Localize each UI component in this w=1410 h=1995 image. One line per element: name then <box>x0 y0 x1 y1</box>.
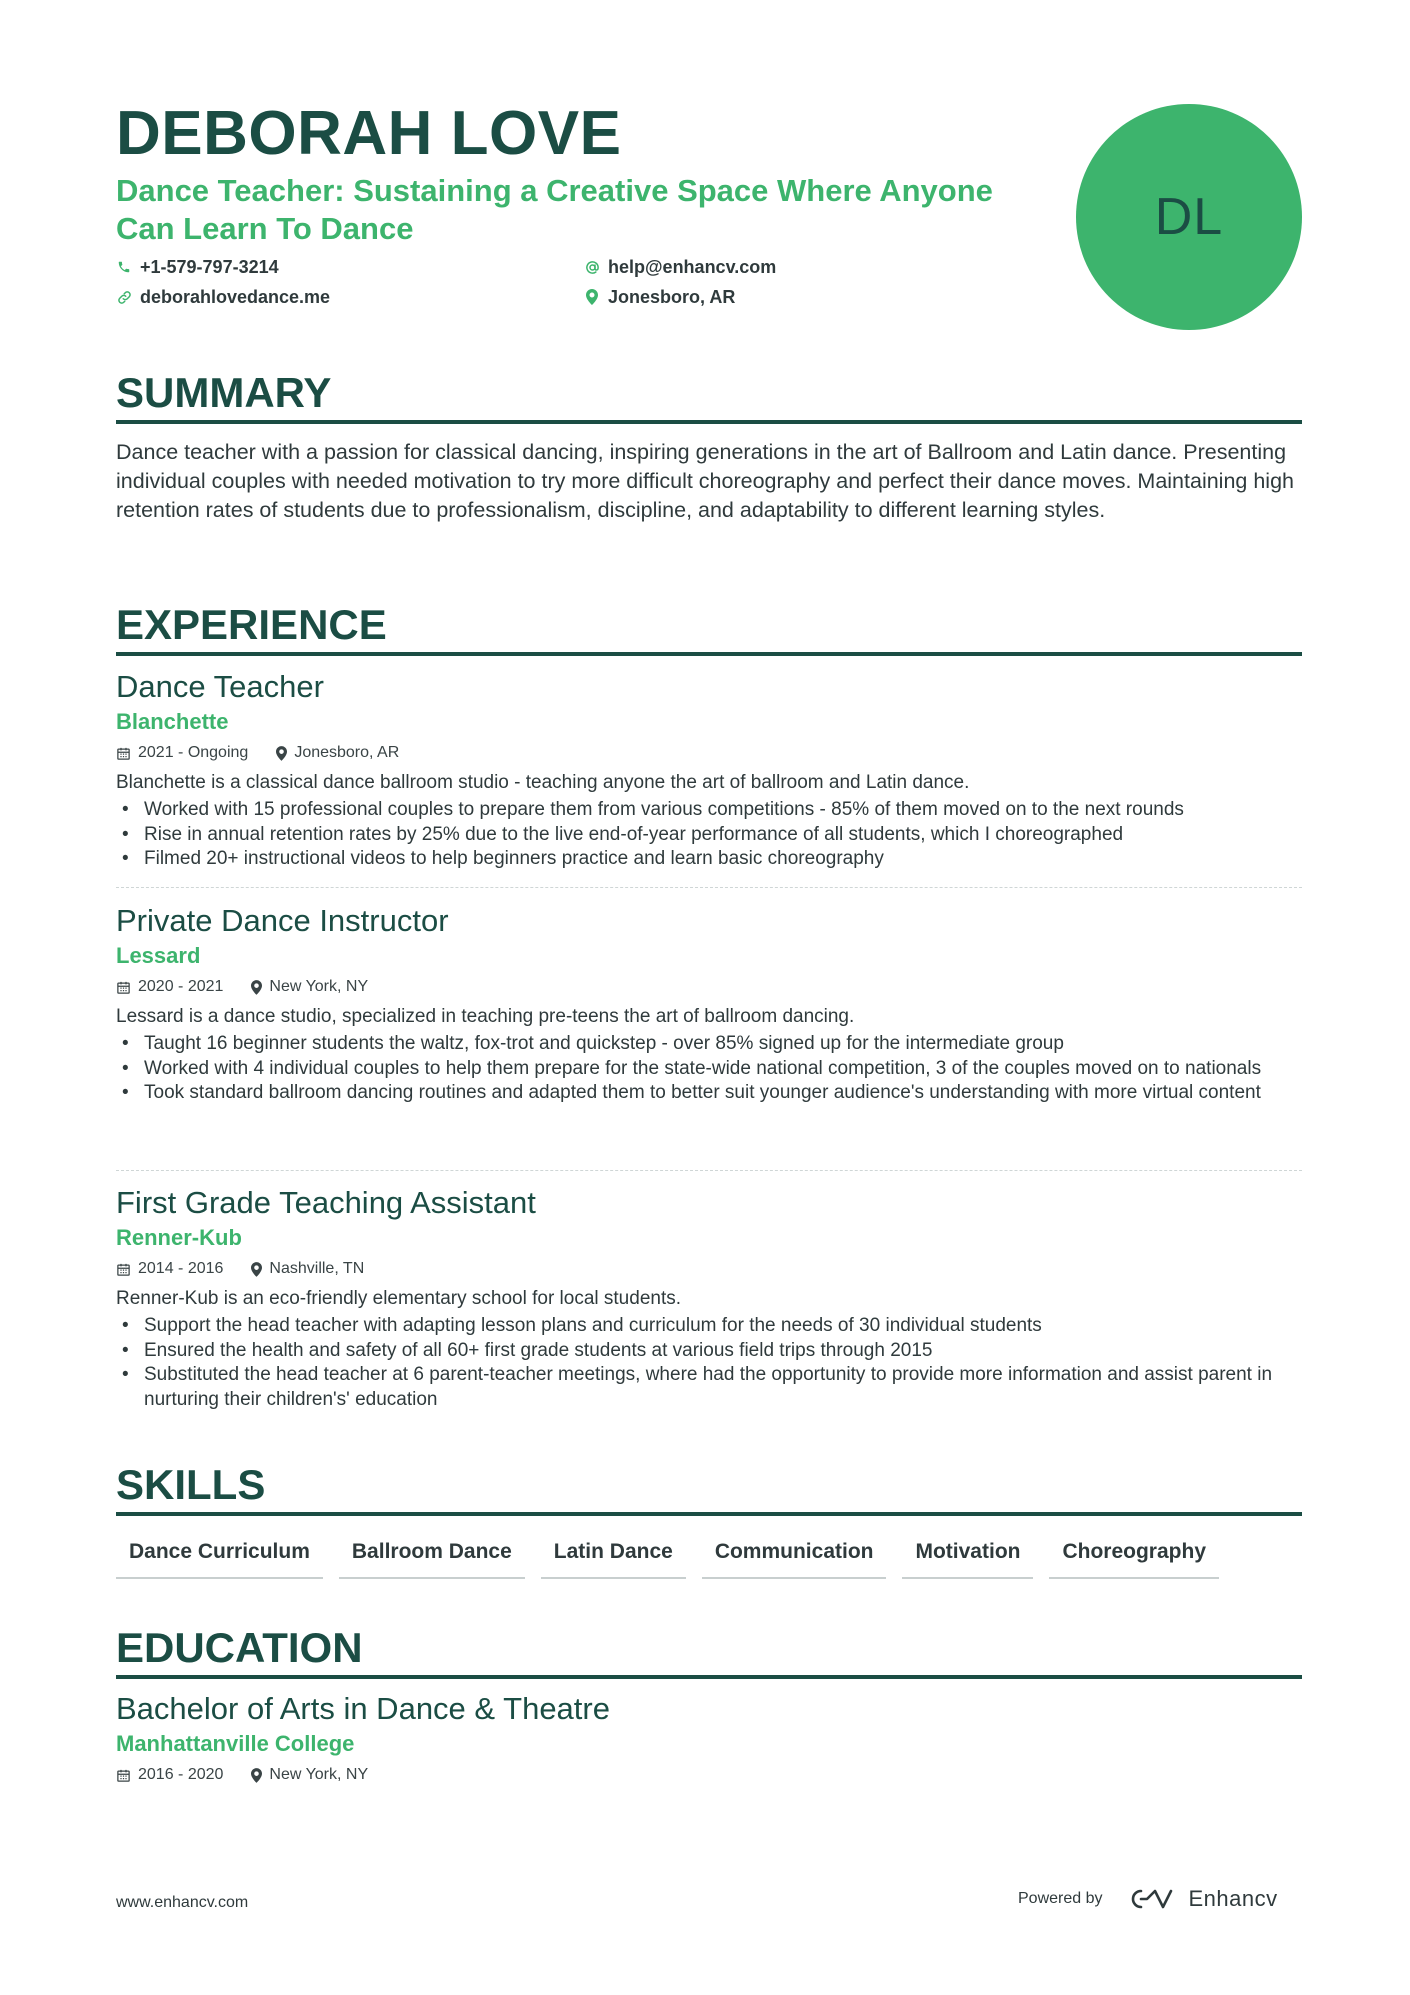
job-description: Lessard is a dance studio, specialized in teaching pre-teens the art of ballroom dancing. <box>116 1006 855 1027</box>
job-company: Lessard <box>116 943 201 968</box>
link-icon <box>116 289 132 305</box>
candidate-tagline: Dance Teacher: Sustaining a Creative Space Where Anyone Can Learn To Dance <box>116 173 993 246</box>
contact-phone-text: +1-579-797-3214 <box>140 256 279 277</box>
footer-website-link[interactable]: www.enhancv.com <box>116 1894 249 1911</box>
job-dates: 2020 - 2021 <box>116 976 223 998</box>
contact-location <box>584 286 1052 308</box>
location-pin-icon <box>584 289 600 305</box>
location-pin-icon <box>251 1262 262 1277</box>
job-company: Renner-Kub <box>116 1225 242 1250</box>
job-bullet: • Filmed 20+ instructional videos to help beginners practice and learn basic choreography <box>116 847 1302 872</box>
section-title-summary: SUMMARY <box>116 368 1302 424</box>
job-bullet: • Support the head teacher with adapting lesson plans and curriculum for the needs of 30 individual students <box>116 1314 1302 1339</box>
job-bullets <box>116 798 1302 872</box>
job-title: Private Dance Instructor <box>116 903 449 938</box>
phone-icon <box>116 259 132 275</box>
job-description: Blanchette is a classical dance ballroom studio - teaching anyone the art of ballroom and Latin dance. <box>116 772 970 793</box>
job-bullet: • Taught 16 beginner students the waltz, fox-trot and quickstep - over 85% signed up for the intermediate group <box>116 1032 1302 1057</box>
enhancv-brand[interactable] <box>1131 1886 1278 1912</box>
job-bullet: • Worked with 4 individual couples to help them prepare for the state-wide national competition, 3 of the couples moved on to nationals <box>116 1057 1302 1082</box>
location-pin-icon <box>251 1768 262 1783</box>
calendar-icon <box>116 1262 131 1277</box>
job-bullet: • Ensured the health and safety of all 60+ first grade students at various field trips through 2015 <box>116 1339 1302 1364</box>
calendar-icon <box>116 1768 131 1783</box>
job-bullet: • Substituted the head teacher at 6 parent-teacher meetings, where had the opportunity to provide more information and assist parent in nurturing their children's' education <box>116 1363 1302 1412</box>
job-bullet: • Worked with 15 professional couples to prepare them from various competitions - 85% of them moved on to the next rounds <box>116 798 1302 823</box>
enhancv-logo-icon <box>1131 1887 1177 1911</box>
education-location: New York, NY <box>251 1764 368 1786</box>
candidate-name: DEBORAH LOVE <box>116 99 622 168</box>
avatar-initials: DL <box>1076 104 1302 330</box>
education-school: Manhattanville College <box>116 1731 355 1756</box>
job-bullet: • Rise in annual retention rates by 25% due to the live end-of-year performance of all students, which I choreographed <box>116 823 1302 848</box>
job-meta <box>116 976 1302 998</box>
skill-tag: Dance Curriculum <box>116 1537 323 1579</box>
contact-website[interactable] <box>116 286 584 308</box>
job-location: Jonesboro, AR <box>276 742 399 764</box>
education-dates: 2016 - 2020 <box>116 1764 223 1786</box>
job-entry <box>116 1184 1302 1412</box>
job-bullets <box>116 1314 1302 1412</box>
job-title: Dance Teacher <box>116 669 324 704</box>
job-divider <box>116 1170 1302 1171</box>
contact-email-text: help@enhancv.com <box>608 256 777 277</box>
brand-name: Enhancv <box>1188 1886 1278 1911</box>
section-title-skills: SKILLS <box>116 1460 1302 1516</box>
skill-tag: Ballroom Dance <box>339 1537 525 1579</box>
contact-list <box>116 256 1056 308</box>
education-entry <box>116 1690 1302 1786</box>
section-title-experience: EXPERIENCE <box>116 600 1302 656</box>
job-meta <box>116 1258 1302 1280</box>
job-divider <box>116 887 1302 888</box>
summary-text: Dance teacher with a passion for classical dancing, inspiring generations in the art of Ballroom and Latin dance. Presenting individual couples with needed motivation to try more difficult choreography and perfect their dance moves. Maintaining high retention rates of students due to professionalism, discipline, and adaptability to different learning styles. <box>116 440 1294 522</box>
skill-tag: Choreography <box>1049 1537 1219 1579</box>
job-entry <box>116 668 1302 872</box>
job-location: New York, NY <box>251 976 368 998</box>
job-meta <box>116 742 1302 764</box>
job-bullet: • Took standard ballroom dancing routines and adapted them to better suit younger audience's understanding with more virtual content <box>116 1081 1302 1106</box>
skill-tag: Motivation <box>902 1537 1033 1579</box>
education-degree: Bachelor of Arts in Dance & Theatre <box>116 1691 610 1726</box>
location-pin-icon <box>251 980 262 995</box>
location-pin-icon <box>276 746 287 761</box>
calendar-icon <box>116 746 131 761</box>
contact-location-text: Jonesboro, AR <box>608 286 736 307</box>
at-icon <box>584 259 600 275</box>
powered-by-label: Powered by <box>1018 1890 1103 1907</box>
contact-phone[interactable] <box>116 256 584 278</box>
job-bullets <box>116 1032 1302 1106</box>
job-location: Nashville, TN <box>251 1258 364 1280</box>
job-description: Renner-Kub is an eco-friendly elementary school for local students. <box>116 1288 682 1309</box>
education-meta <box>116 1764 1302 1786</box>
job-company: Blanchette <box>116 709 229 734</box>
contact-website-text: deborahlovedance.me <box>140 286 331 307</box>
skill-tag: Communication <box>702 1537 887 1579</box>
skill-tag: Latin Dance <box>541 1537 686 1579</box>
job-dates: 2014 - 2016 <box>116 1258 223 1280</box>
skills-list <box>116 1537 1235 1579</box>
contact-email[interactable] <box>584 256 1052 278</box>
footer-powered-by <box>1018 1886 1278 1912</box>
job-dates: 2021 - Ongoing <box>116 742 248 764</box>
calendar-icon <box>116 980 131 995</box>
job-title: First Grade Teaching Assistant <box>116 1185 536 1220</box>
section-title-education: EDUCATION <box>116 1623 1302 1679</box>
job-entry <box>116 902 1302 1106</box>
